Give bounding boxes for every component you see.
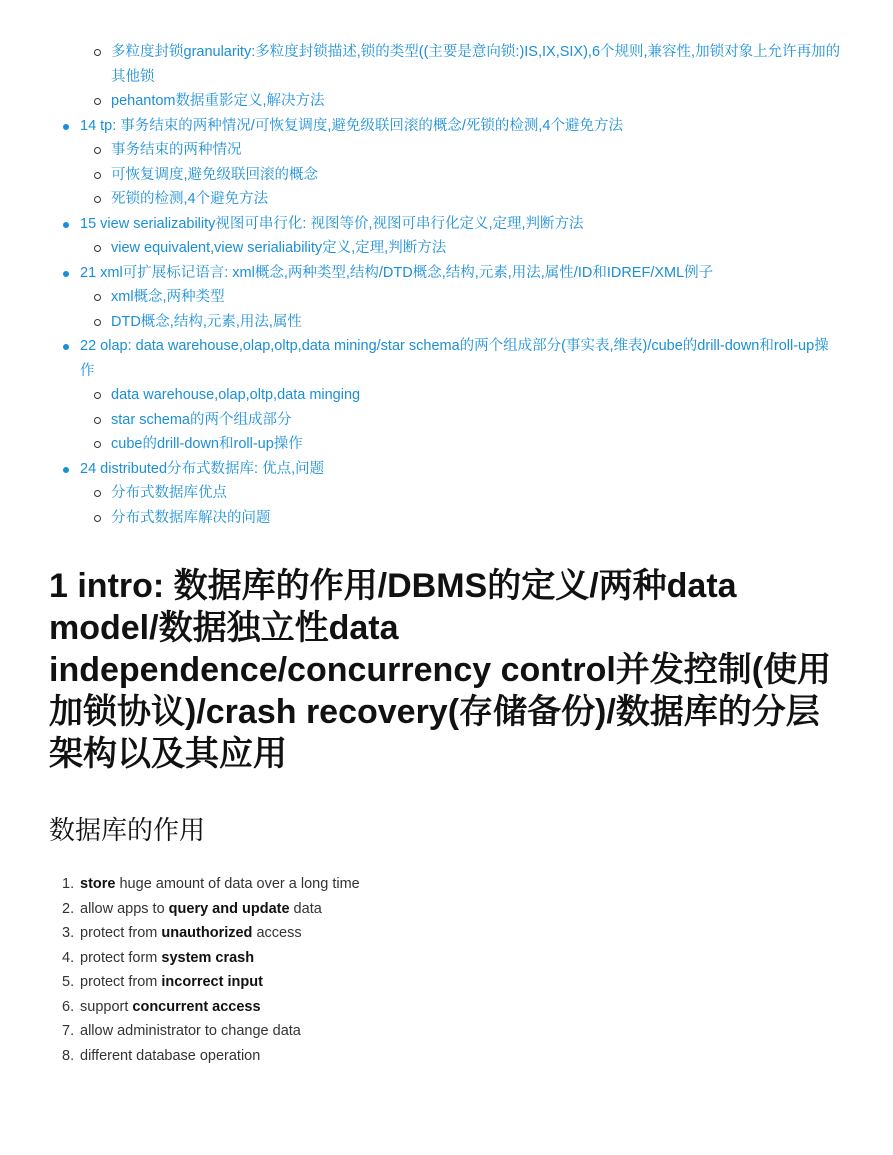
toc-link[interactable]: 事务结束的两种情况 [111, 142, 242, 158]
filled-bullet-icon [63, 222, 69, 228]
toc-section [0, 457, 893, 531]
item-emphasis: store [80, 876, 116, 892]
list-item [49, 1019, 749, 1044]
list-item [49, 897, 749, 922]
toc-subitem[interactable] [0, 506, 893, 531]
hollow-bullet-icon [94, 515, 101, 522]
toc-subitem[interactable] [0, 310, 893, 335]
list-number: 7. [62, 1023, 75, 1039]
toc-section [0, 212, 893, 261]
toc-link[interactable]: 分布式数据库解决的问题 [111, 509, 271, 526]
section-heading: 1 intro: 数据库的作用/DBMS的定义/两种data model/数据独立性data independence/concurrency control并发控制(使用加锁协议)/crash recovery(存储备份)/数据库的分层架构以及其应用 [49, 567, 832, 773]
hollow-bullet-icon [94, 245, 101, 252]
toc-link[interactable]: 分布式数据库优点 [111, 485, 227, 501]
item-text: different database operation [80, 1047, 261, 1064]
toc-subitem[interactable] [0, 481, 893, 506]
list-number: 3. [62, 925, 75, 941]
item-text: huge amount of data over a long time [115, 876, 360, 892]
filled-bullet-icon [63, 344, 69, 350]
toc-subitem[interactable] [0, 383, 893, 408]
toc-section [0, 114, 893, 212]
toc-subitem[interactable] [0, 408, 893, 433]
item-emphasis: query and update [168, 900, 290, 917]
list-number: 4. [62, 949, 75, 966]
toc-section-link[interactable]: 15 view serializability视图可串行化: 视图等价,视图可串行化定义,定理,判断方法 [80, 215, 584, 232]
toc-link[interactable]: star schema的两个组成部分 [111, 411, 292, 428]
list-item [49, 921, 749, 946]
toc-sublist [0, 138, 893, 212]
toc-sublist [0, 285, 893, 334]
toc-section [0, 261, 893, 335]
toc-section-item[interactable] [0, 334, 893, 383]
toc-subitem[interactable] [0, 236, 893, 261]
toc-sublist [0, 481, 893, 530]
hollow-bullet-icon [94, 490, 101, 497]
item-text: data [289, 900, 322, 917]
list-item [49, 946, 749, 971]
list-number: 5. [62, 974, 75, 990]
item-emphasis: unauthorized [161, 925, 253, 941]
toc-subitem[interactable] [0, 89, 893, 114]
toc-section [0, 334, 893, 457]
list-number: 1. [62, 876, 75, 892]
toc-subitem[interactable] [0, 432, 893, 457]
toc-section-link[interactable]: 24 distributed分布式数据库: 优点,问题 [80, 460, 325, 477]
toc-subitem[interactable] [0, 138, 893, 163]
item-text: protect form [80, 949, 162, 966]
hollow-bullet-icon [94, 441, 101, 448]
toc-section-item[interactable] [0, 114, 893, 139]
item-text: access [252, 925, 302, 941]
hollow-bullet-icon [94, 49, 101, 56]
filled-bullet-icon [63, 124, 69, 130]
hollow-bullet-icon [94, 417, 101, 424]
toc-subitem[interactable] [0, 187, 893, 212]
list-item [49, 970, 749, 995]
item-text: support [80, 998, 133, 1015]
toc-subitem[interactable] [0, 163, 893, 188]
item-text: protect from [80, 974, 162, 990]
table-of-contents [0, 40, 893, 530]
list-number: 6. [62, 998, 75, 1015]
toc-sublist [0, 236, 893, 261]
toc-section-item[interactable] [0, 457, 893, 482]
hollow-bullet-icon [94, 147, 101, 154]
hollow-bullet-icon [94, 98, 101, 105]
toc-section-link[interactable]: 14 tp: 事务结束的两种情况/可恢复调度,避免级联回滚的概念/死锁的检测,4个避免方法 [80, 117, 623, 134]
hollow-bullet-icon [94, 172, 101, 179]
list-number: 2. [62, 900, 75, 917]
toc-link[interactable]: 可恢复调度,避免级联回滚的概念 [111, 166, 319, 183]
toc-subitem[interactable] [0, 285, 893, 310]
item-emphasis: concurrent access [132, 998, 261, 1015]
list-item [49, 995, 749, 1020]
toc-link[interactable]: pehantom数据重影定义,解决方法 [111, 93, 325, 109]
subsection-heading: 数据库的作用 [49, 815, 206, 845]
toc-section-list [0, 114, 893, 531]
toc-link[interactable]: cube的drill-down和roll-up操作 [111, 436, 303, 452]
toc-sublist [0, 383, 893, 457]
item-emphasis: system crash [161, 949, 255, 966]
list-item [49, 872, 749, 897]
hollow-bullet-icon [94, 319, 101, 326]
list-item [49, 1044, 749, 1069]
toc-link[interactable]: data warehouse,olap,oltp,data minging [111, 387, 361, 403]
toc-section-link[interactable]: 22 olap: data warehouse,olap,oltp,data mining/star schema的两个组成部分(事实表,维表)/cube的drill-down和roll-up操作 [80, 338, 829, 379]
toc-link[interactable]: DTD概念,结构,元素,用法,属性 [111, 313, 302, 330]
hollow-bullet-icon [94, 196, 101, 203]
toc-link[interactable]: view equivalent,view serialiability定义,定理,判断方法 [111, 240, 447, 256]
toc-top-sublist [0, 40, 893, 114]
list-number: 8. [62, 1047, 75, 1064]
item-text: protect from [80, 925, 162, 941]
toc-section-link[interactable]: 21 xml可扩展标记语言: xml概念,两种类型,结构/DTD概念,结构,元素,用法,属性/ID和IDREF/XML例子 [80, 264, 714, 281]
toc-link[interactable]: xml概念,两种类型 [111, 289, 225, 305]
item-emphasis: incorrect input [161, 974, 263, 990]
hollow-bullet-icon [94, 294, 101, 301]
filled-bullet-icon [63, 271, 69, 277]
item-text: allow apps to [80, 900, 169, 917]
toc-section-item[interactable] [0, 212, 893, 237]
database-uses-list [49, 872, 749, 1068]
filled-bullet-icon [63, 467, 69, 473]
toc-link[interactable]: 多粒度封锁granularity:多粒度封锁描述,锁的类型((主要是意向锁:)IS,IX,SIX),6个规则,兼容性,加锁对象上允许再加的其他锁 [111, 44, 841, 85]
item-text: allow administrator to change data [80, 1023, 301, 1039]
hollow-bullet-icon [94, 392, 101, 399]
toc-link[interactable]: 死锁的检测,4个避免方法 [111, 191, 269, 207]
toc-subitem[interactable] [0, 40, 893, 89]
toc-section-item[interactable] [0, 261, 893, 286]
